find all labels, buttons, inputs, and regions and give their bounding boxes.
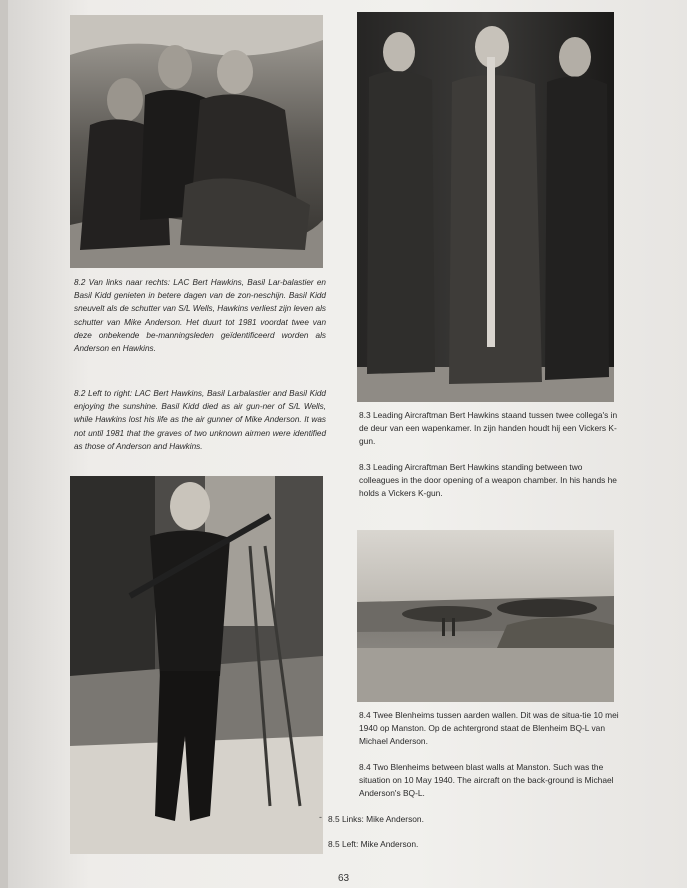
caption-8-4-dutch: 8.4 Twee Blenheims tussen aarden wallen. Dit was de situa-tie 10 mei 1940 op Manston. Op de achtergrond staat de Blenheim BQ-L van Michael Anderson. <box>359 710 619 747</box>
caption-8-3-dutch: 8.3 Leading Aircraftman Bert Hawkins staand tussen twee collega's in de deur van een wapenkamer. In zijn handen houdt hij een Vickers K-gun. <box>359 410 618 447</box>
caption-8-5-dutch: 8.5 Links: Mike Anderson. <box>328 814 424 824</box>
caption-8-4-english: 8.4 Two Blenheims between blast walls at Manston. Such was the situation on 10 May 1940. The aircraft on the back-ground is Michael Anderson's BQ-L. <box>359 762 614 799</box>
book-page <box>8 0 687 888</box>
caption-marker: - <box>319 812 322 822</box>
photo-8-4-image <box>357 530 614 702</box>
caption-8-3-english: 8.3 Leading Aircraftman Bert Hawkins standing between two colleagues in the door opening of a weapon chamber. In his hands he holds a Vickers K-gun. <box>359 462 617 499</box>
caption-8-5-english: 8.5 Left: Mike Anderson. <box>328 839 419 849</box>
photo-8-2 <box>70 15 323 268</box>
photo-8-5 <box>70 476 323 854</box>
photo-8-3-image <box>357 12 614 402</box>
page-number: 63 <box>337 873 350 884</box>
photo-8-5-image <box>70 476 323 854</box>
photo-8-2-image <box>70 15 323 268</box>
caption-8-2-english: 8.2 Left to right: LAC Bert Hawkins, Basil Larbalastier and Basil Kidd enjoying the sunshine. Basil Kidd died as air gun-ner of S/L Wells, while Hawkins lost his life as the air gunner of Mike Anderson. It was not until 1981 that the graves of two unknown airmen were identified as those of Anderson and Hawkins. <box>74 389 326 451</box>
photo-8-3 <box>357 12 614 402</box>
photo-8-4 <box>357 530 614 702</box>
caption-8-2-dutch: 8.2 Van links naar rechts: LAC Bert Hawkins, Basil Lar-balastier en Basil Kidd genieten in betere dagen van de zon-neschijn. Basil Kidd sneuvelt als de schutter van S/L Wells, Hawkins verliest zijn leven als schutter van Mike Anderson. Het duurt tot 1981 voordat twee van deze onbekende be-manningsleden geïdentificeerd worden als Anderson en Hawkins. <box>74 278 326 354</box>
